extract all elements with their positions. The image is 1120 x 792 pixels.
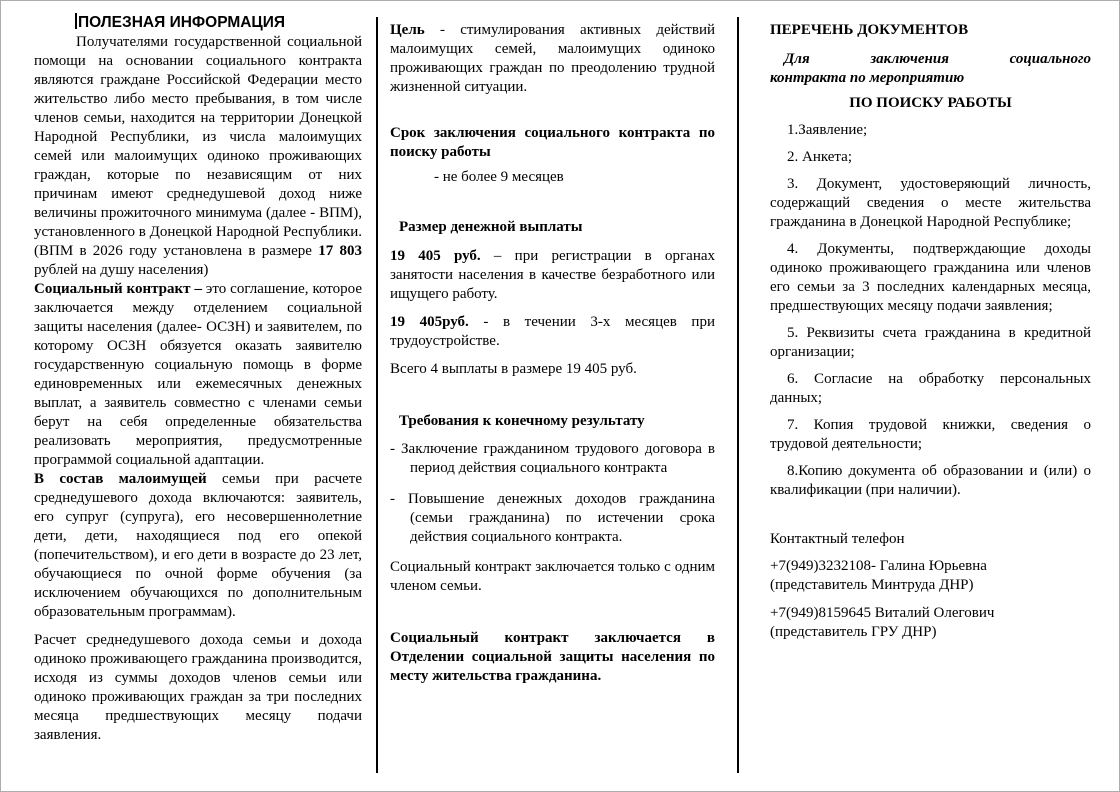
contact-entry xyxy=(770,604,1091,642)
paragraph-where-concluded: Социальный контракт заключается в Отделении социальной защиты населения по месту жительства гражданина. xyxy=(390,630,715,684)
payment-heading: Размер денежной выплаты xyxy=(399,219,583,235)
term-heading: Срок заключения социального контракта по поиску работы xyxy=(390,125,715,160)
paragraph-single-member-note: Социальный контракт заключается только с одним членом семьи. xyxy=(390,559,715,594)
documents-subheading-activity: ПО ПОИСКУ РАБОТЫ xyxy=(849,95,1012,111)
column-divider-2 xyxy=(737,17,739,773)
requirement-item: - Повышение денежных доходов гражданина (семьи гражданина) по истечении срока действия социального контракта. xyxy=(390,491,715,545)
requirements-heading: Требования к конечному результату xyxy=(399,413,645,429)
contact-org: (представитель Минтруда ДНР) xyxy=(770,577,974,593)
paragraph-payment-registration xyxy=(390,247,715,304)
term-value: - не более 9 месяцев xyxy=(434,169,564,185)
document-item: 4. Документы, подтверждающие доходы одиноко проживающего гражданина или членов его семьи за 3 последних календарных месяца, предшествующих месяцу подачи заявления; xyxy=(770,241,1091,314)
social-contract-term: Социальный контракт – xyxy=(34,281,206,297)
document-item: 3. Документ, удостоверяющий личность, содержащий сведения о месте жительства гражданина в Донецкой Народной Республике; xyxy=(770,176,1091,230)
document-item: 7. Копия трудовой книжки, сведения о трудовой деятельности; xyxy=(770,417,1091,452)
paragraph-goal xyxy=(390,21,715,97)
documents-subheading-line2: контракта по мероприятию xyxy=(770,70,965,86)
paragraph-payment-employment xyxy=(390,313,715,351)
contact-label: Контактный телефон xyxy=(770,531,905,547)
useful-info-heading xyxy=(75,13,362,33)
column-documents-list xyxy=(770,13,1091,642)
column-divider-1 xyxy=(376,17,378,773)
document-item: 5. Реквизиты счета гражданина в кредитной организации; xyxy=(770,325,1091,360)
recipients-text-end: рублей на душу населения) xyxy=(34,262,209,278)
column-contract-terms xyxy=(390,13,715,686)
contact-phone: +7(949)3232108- Галина Юрьевна xyxy=(770,558,987,574)
text-cursor xyxy=(75,13,77,29)
paragraph-family-composition xyxy=(34,470,362,622)
payment1-text: – при регистрации в органах занятости населения в качестве безработного или ищущего работу. xyxy=(390,248,715,302)
column-useful-info xyxy=(34,13,362,745)
paragraph-recipients xyxy=(34,33,362,280)
payment-total: Всего 4 выплаты в размере 19 405 руб. xyxy=(390,361,637,377)
family-composition-term: В состав малоимущей xyxy=(34,471,222,487)
payment2-amount: 19 405руб. xyxy=(390,314,469,330)
vpm-amount: 17 803 xyxy=(318,243,362,259)
payment2-text: - в течении 3-х месяцев при трудоустройстве. xyxy=(390,314,715,349)
requirement-item: - Заключение гражданином трудового договора в период действия социального контракта xyxy=(390,441,715,476)
document-item: 1.Заявление; xyxy=(787,122,868,138)
contact-phone: +7(949)8159645 Виталий Олегович xyxy=(770,605,995,621)
document-item: 2. Анкета; xyxy=(787,149,852,165)
family-composition-text: семьи при расчете среднедушевого дохода включаются: заявитель, его супруг (супруга), его несовершеннолетние дети, дети, находящиеся под его опекой (попечительством), и его дети в возрасте до 23 лет, обучающиеся по очной форме обучения (за исключением обучающихся по дополнительным образовательным программам). xyxy=(34,471,363,620)
paragraph-income-calculation: Расчет среднедушевого дохода семьи и дохода одиноко проживающего гражданина производится, исходя из суммы доходов членов семьи или одиноко проживающих граждан за три последних месяца предшествующих месяцу подачи заявления. xyxy=(34,632,362,743)
document-item: 6. Согласие на обработку персональных данных; xyxy=(770,371,1091,406)
documents-subheading-line1: Для заключения социального xyxy=(784,51,1091,67)
recipients-text: Получателями государственной социальной помощи на основании социального контракта являются граждане Российской Федерации место жительство либо место пребывания, в том числе членов семьи, находится на территории Донецкой Народной Республики, из числа малоимущих семей или малоимущих одиноко проживающих граждан, которые по независящим от них причинам имеют среднедушевой доход ниже величины прожиточного минимума (далее - ВПМ), установленного в Донецкой Народной Республики. (ВПМ в 2026 году установлена в размере xyxy=(34,34,362,259)
payment1-amount: 19 405 руб. xyxy=(390,248,481,264)
document-item: 8.Копию документа об образовании и (или) о квалификации (при наличии). xyxy=(770,463,1091,498)
contact-entry xyxy=(770,557,1091,595)
documents-heading: ПЕРЕЧЕНЬ ДОКУМЕНТОВ xyxy=(770,22,969,38)
goal-text: - стимулирования активных действий малоимущих семей, малоимущих одиноко проживающих граждан по преодолению трудной жизненной ситуации. xyxy=(390,22,715,95)
paragraph-social-contract-definition xyxy=(34,280,362,470)
useful-info-heading-text: ПОЛЕЗНАЯ ИНФОРМАЦИЯ xyxy=(78,14,286,31)
goal-term: Цель xyxy=(390,22,425,38)
contact-org: (представитель ГРУ ДНР) xyxy=(770,624,937,640)
social-contract-definition-text: это соглашение, которое заключается между отделением социальной защиты населения (далее- ОСЗН) и заявителем, по которому ОСЗН обязуется оказать заявителю государственную социальную помощь в форме единовременных или ежемесячных денежных выплат, а заявитель совместно с членами семьи берут на себя определенные обязательства реализовать мероприятия, предусмотренные программой социальной адаптации. xyxy=(34,281,362,468)
